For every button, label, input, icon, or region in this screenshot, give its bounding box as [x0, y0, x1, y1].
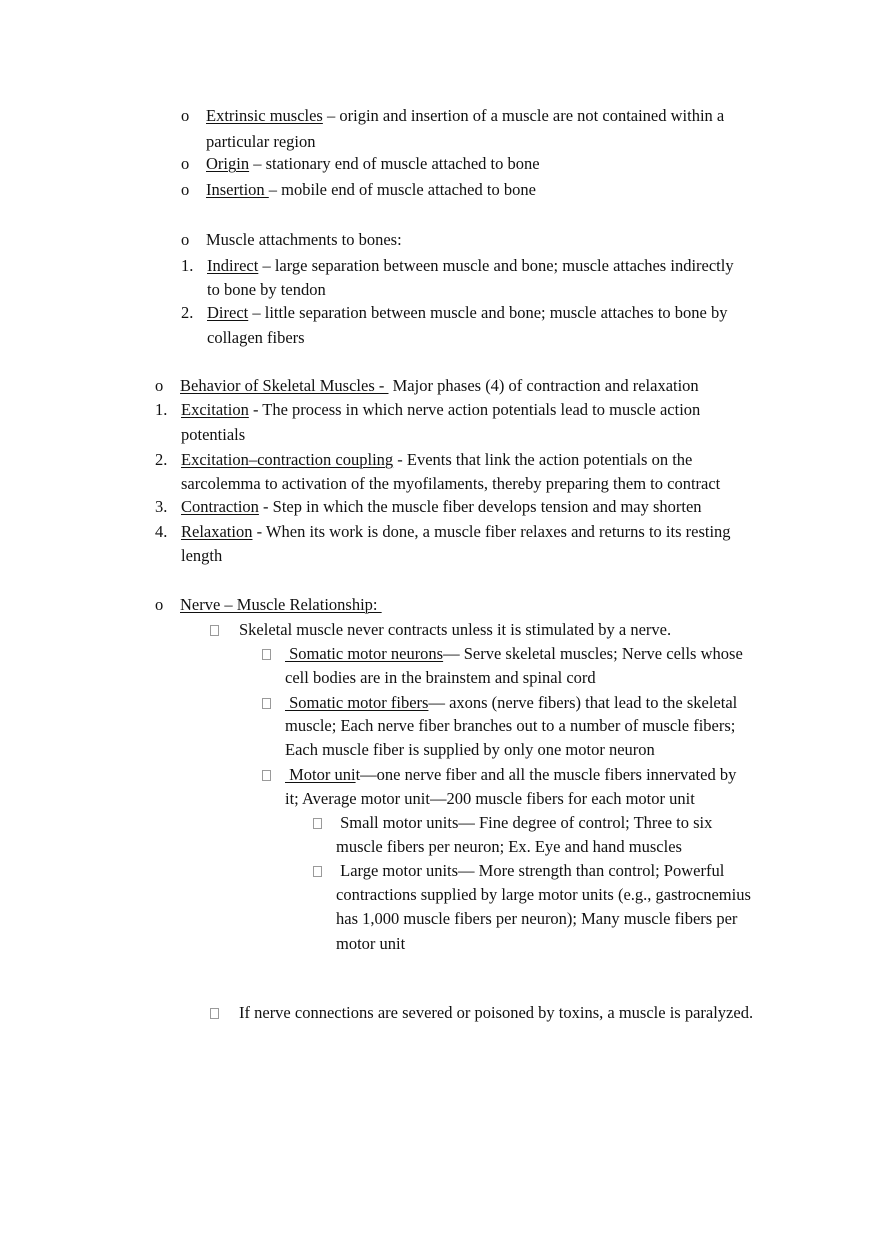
origin-text: – stationary end of muscle attached to bone	[249, 154, 540, 173]
indirect-line-1	[207, 256, 734, 276]
term-extrinsic-muscles: Extrinsic muscles	[206, 106, 323, 125]
term-insertion: Insertion	[206, 180, 269, 199]
box-bullet-icon	[313, 861, 322, 881]
relaxation-text: - When its work is done, a muscle fiber relaxes and returns to its resting	[252, 522, 731, 541]
term-nerve-muscle-relationship: Nerve – Muscle Relationship:	[180, 595, 382, 614]
insertion-text: – mobile end of muscle attached to bone	[268, 180, 536, 199]
list-number: 3.	[155, 497, 168, 516]
contraction-text: - Step in which the muscle fiber develops tension and may shorten	[258, 497, 702, 516]
list-number: 2.	[181, 303, 194, 322]
term-indirect: Indirect	[207, 256, 259, 275]
coupling-line-2: sarcolemma to activation of the myofilaments, thereby preparing them to contract	[181, 474, 721, 493]
relaxation-line-1	[181, 522, 731, 542]
bullet-marker: o	[181, 154, 190, 173]
term-excitation: Excitation	[181, 400, 249, 419]
small-units-line-1: Small motor units— Fine degree of control; Three to six	[336, 813, 713, 832]
indirect-line-2: to bone by tendon	[207, 280, 326, 299]
behavior-heading	[180, 376, 699, 396]
large-units-line-4: motor unit	[336, 934, 406, 953]
behavior-text: Major phases (4) of contraction and relaxation	[388, 376, 699, 395]
term-relaxation: Relaxation	[181, 522, 253, 541]
list-number: 2.	[155, 450, 168, 469]
term-somatic-motor-neurons: Somatic motor neurons	[285, 644, 444, 663]
fibers-line-1	[285, 693, 737, 713]
box-bullet-icon	[262, 693, 271, 713]
stimulated-line: Skeletal muscle never contracts unless it is stimulated by a nerve.	[239, 620, 672, 639]
box-bullet-icon	[262, 644, 271, 664]
excitation-line-1	[181, 400, 700, 420]
fibers-line-3: Each muscle fiber is supplied by only one motor neuron	[285, 740, 655, 759]
term-behavior-of-skeletal-muscles: Behavior of Skeletal Muscles -	[180, 376, 389, 395]
list-number: 4.	[155, 522, 168, 541]
unit-line-1	[285, 765, 736, 785]
bullet-marker: o	[155, 595, 164, 614]
large-units-line-3: has 1,000 muscle fibers per neuron); Many muscle fibers per	[336, 909, 738, 928]
origin-line	[206, 154, 540, 174]
large-units-line-1: Large motor units— More strength than control; Powerful	[336, 861, 725, 880]
bullet-marker: o	[181, 106, 190, 125]
term-origin: Origin	[206, 154, 250, 173]
contraction-line	[181, 497, 702, 517]
bullet-marker: o	[155, 376, 164, 395]
unit-line-2: it; Average motor unit—200 muscle fibers for each motor unit	[285, 789, 695, 808]
excitation-line-2: potentials	[181, 425, 246, 444]
unit-text: t—one nerve fiber and all the muscle fibers innervated by	[355, 765, 737, 784]
term-direct: Direct	[207, 303, 249, 322]
bullet-marker: o	[181, 180, 190, 199]
extrinsic-text: – origin and insertion of a muscle are not contained within a	[322, 106, 725, 125]
list-number: 1.	[155, 400, 168, 419]
term-motor-unit: Motor uni	[285, 765, 356, 784]
term-excitation-contraction-coupling: Excitation–contraction coupling	[181, 450, 394, 469]
direct-line-2: collagen fibers	[207, 328, 305, 347]
small-units-line-2: muscle fibers per neuron; Ex. Eye and hand muscles	[336, 837, 682, 856]
box-bullet-icon	[210, 620, 219, 640]
excitation-text: - The process in which nerve action potentials lead to muscle action	[248, 400, 701, 419]
large-units-line-2: contractions supplied by large motor units (e.g., gastrocnemius	[336, 885, 751, 904]
extrinsic-line-2: particular region	[206, 132, 316, 151]
nerve-heading	[180, 595, 382, 615]
neurons-text: — Serve skeletal muscles; Nerve cells whose	[443, 644, 743, 663]
direct-text: – little separation between muscle and bone; muscle attaches to bone by	[248, 303, 728, 322]
insertion-line	[206, 180, 536, 200]
neurons-line-1	[285, 644, 743, 664]
bullet-marker: o	[181, 230, 190, 249]
neurons-line-2: cell bodies are in the brainstem and spinal cord	[285, 668, 596, 687]
relaxation-line-2: length	[181, 546, 223, 565]
indirect-text: – large separation between muscle and bone; muscle attaches indirectly	[258, 256, 734, 275]
fibers-text: — axons (nerve fibers) that lead to the skeletal	[428, 693, 738, 712]
term-somatic-motor-fibers: Somatic motor fibers	[285, 693, 429, 712]
box-bullet-icon	[210, 1003, 219, 1023]
box-bullet-icon	[313, 813, 322, 833]
term-contraction: Contraction	[181, 497, 259, 516]
box-bullet-icon	[262, 765, 271, 785]
attachments-heading: Muscle attachments to bones:	[206, 230, 402, 249]
list-number: 1.	[181, 256, 194, 275]
coupling-line-1	[181, 450, 692, 470]
direct-line-1	[207, 303, 728, 323]
coupling-text: - Events that link the action potentials on the	[393, 450, 693, 469]
fibers-line-2: muscle; Each nerve fiber branches out to a number of muscle fibers;	[285, 716, 736, 735]
paralyzed-line: If nerve connections are severed or poisoned by toxins, a muscle is paralyzed.	[239, 1003, 754, 1022]
extrinsic-line-1	[206, 106, 724, 126]
